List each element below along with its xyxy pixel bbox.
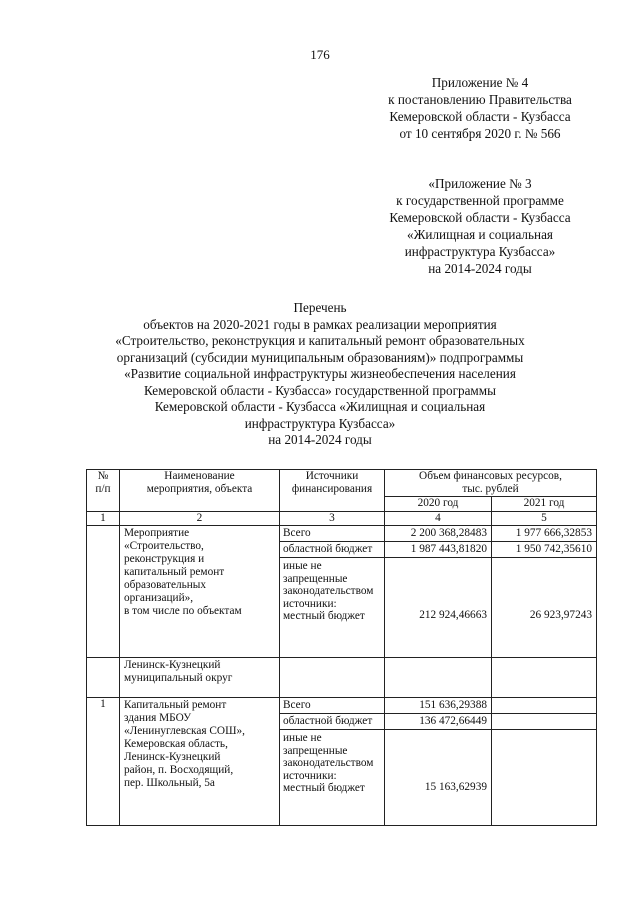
source-other-line: запрещенные: [283, 572, 348, 585]
row-number-cell: [87, 658, 120, 698]
title-line: объектов на 2020-2021 годы в рамках реализации мероприятия: [143, 316, 497, 332]
name-line: Мероприятие: [124, 527, 190, 539]
amount-total-2021: [492, 698, 596, 714]
name-line: пер. Школьный, 5а: [124, 777, 215, 789]
header-text: тыс. рублей: [462, 483, 519, 495]
object-name: [120, 698, 280, 826]
name-line: здания МБОУ: [124, 712, 192, 724]
annex-3-line: к государственной программе: [396, 193, 564, 208]
funding-sources: [280, 526, 385, 658]
amount-regional-2020: 136 472,66449: [385, 714, 491, 730]
source-local: местный бюджет: [283, 782, 365, 794]
header-source: [280, 470, 385, 512]
district-name: [120, 658, 280, 698]
amounts-2021: [492, 526, 597, 658]
amounts-2021: [492, 698, 597, 826]
name-line: муниципальный округ: [124, 672, 233, 684]
table-row: [87, 526, 597, 658]
document-title: [100, 300, 540, 449]
column-number: 1: [87, 512, 120, 526]
amount-local-2021: 26 923,97243: [529, 609, 593, 621]
amounts-2020: [385, 698, 492, 826]
name-line: «Ленинуглевская СОШ»,: [124, 725, 245, 737]
header-text: п/п: [95, 483, 111, 495]
column-number-row: [87, 512, 597, 526]
name-line: Ленинск-Кузнецкий: [124, 751, 221, 763]
name-line: реконструкция и: [124, 553, 205, 565]
name-line: район, п. Восходящий,: [124, 764, 234, 776]
amount-local-2020: 212 924,46663: [419, 609, 487, 621]
annex-4-line: Кемеровской области - Кузбасса: [389, 109, 571, 124]
source-other-line: законодательством: [283, 585, 374, 597]
header-year-2020: 2020 год: [385, 497, 492, 512]
name-line: организаций»,: [124, 592, 194, 604]
name-line: Кемеровская область,: [124, 738, 228, 750]
title-line: инфраструктура Кузбасса»: [244, 415, 396, 431]
annex-4-header: [360, 74, 600, 142]
header-volume: [385, 470, 597, 497]
header-num: [87, 470, 120, 512]
annex-3-line: инфраструктура Кузбасса»: [404, 244, 556, 259]
empty-cell: [492, 658, 597, 698]
funding-sources: [280, 698, 385, 826]
name-line: капитальный ремонт: [124, 566, 225, 578]
name-line: Капитальный ремонт: [124, 699, 227, 711]
source-other-line: законодательством: [283, 757, 374, 769]
annex-4-line: Приложение № 4: [431, 75, 529, 90]
row-number: 1: [87, 698, 120, 826]
column-number: 5: [492, 512, 597, 526]
amount-total-2021: 1 977 666,32853: [492, 526, 596, 542]
annex-3-line: «Жилищная и социальная: [407, 227, 553, 242]
name-line: образовательных: [124, 579, 207, 591]
title-line: Кемеровской области - Кузбасса» государственной программы: [143, 382, 496, 398]
title-line: организаций (субсидии муниципальным образованиям)» подпрограммы: [116, 349, 524, 365]
header-text: финансирования: [291, 483, 373, 495]
column-number: 4: [385, 512, 492, 526]
annex-3-line: «Приложение № 3: [428, 176, 532, 191]
title-line: Кемеровской области - Кузбасса «Жилищная и социальная: [154, 399, 486, 414]
row-number-cell: [87, 526, 120, 658]
source-total: Всего: [280, 526, 384, 542]
amount-local-2020: 15 163,62939: [424, 781, 487, 793]
column-number: 3: [280, 512, 385, 526]
amount-regional-2021: [492, 714, 596, 730]
header-text: Источники: [305, 470, 359, 482]
page-number: 176: [310, 47, 330, 62]
name-line: «Строительство,: [124, 540, 204, 552]
empty-cell: [280, 658, 385, 698]
title-line: на 2014-2024 годы: [268, 432, 372, 447]
annex-4-line: от 10 сентября 2020 г. № 566: [399, 126, 561, 141]
source-other-line: источники:: [283, 769, 337, 782]
amount-regional-2020: 1 987 443,81820: [385, 542, 491, 558]
table-header-row: [87, 470, 597, 497]
table-row: [87, 658, 597, 698]
source-other-line: иные не: [283, 560, 322, 572]
source-other-line: иные не: [283, 732, 322, 744]
title-line: «Развитие социальной инфраструктуры жизнеобеспечения населения: [124, 366, 516, 381]
annex-3-line: Кемеровской области - Кузбасса: [389, 210, 571, 225]
name-line: Ленинск-Кузнецкий: [124, 659, 221, 671]
header-year-2021: 2021 год: [492, 497, 597, 512]
source-regional: областной бюджет: [280, 714, 384, 730]
name-line: в том числе по объектам: [124, 605, 242, 617]
source-total: Всего: [280, 698, 384, 714]
objects-table: [86, 469, 597, 826]
source-other-line: источники:: [283, 597, 337, 610]
annex-3-header: [360, 175, 600, 277]
source-other-line: запрещенные: [283, 744, 348, 757]
annex-3-line: на 2014-2024 годы: [428, 261, 532, 276]
amount-total-2020: 151 636,29388: [385, 698, 491, 714]
column-number: 2: [120, 512, 280, 526]
source-other: [280, 558, 384, 625]
header-name: [120, 470, 280, 512]
amount-regional-2021: 1 950 742,35610: [492, 542, 596, 558]
amount-total-2020: 2 200 368,28483: [385, 526, 491, 542]
title-line: Перечень: [293, 300, 347, 315]
header-text: мероприятия, объекта: [146, 483, 253, 495]
amounts-2020: [385, 526, 492, 658]
source-other: [280, 730, 384, 797]
source-local: местный бюджет: [283, 610, 365, 622]
title-line: «Строительство, реконструкция и капитальный ремонт образовательных: [115, 333, 525, 348]
table-row: [87, 698, 597, 826]
header-text: №: [97, 470, 109, 482]
annex-4-line: к постановлению Правительства: [388, 92, 572, 107]
header-text: Наименование: [164, 470, 235, 482]
header-text: Объем финансовых ресурсов,: [419, 470, 562, 482]
measure-name: [120, 526, 280, 658]
source-regional: областной бюджет: [280, 542, 384, 558]
empty-cell: [385, 658, 492, 698]
